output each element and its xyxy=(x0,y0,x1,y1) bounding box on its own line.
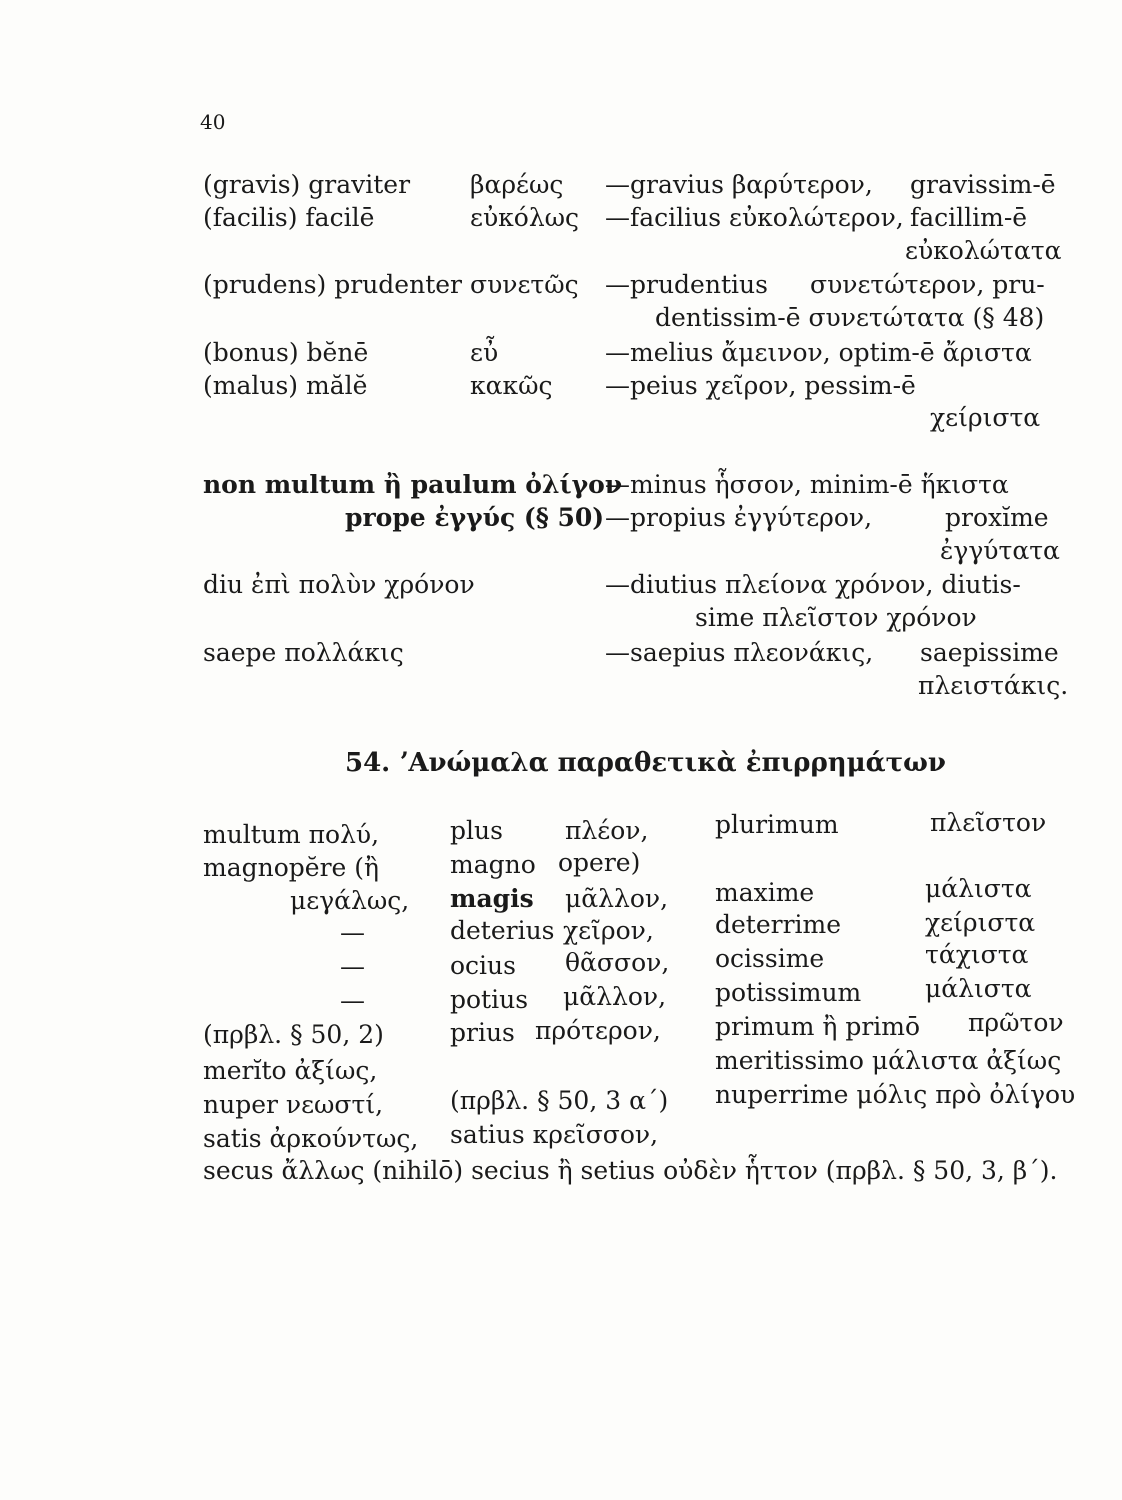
row-2-col-1: (facilis) facilē xyxy=(203,203,375,232)
bottom-row-7-col-2: prius xyxy=(450,1018,515,1047)
mid-row-6-col-2: —saepius πλεονάκις, xyxy=(605,638,874,667)
bottom-row-6-col-3: μᾶλλον, xyxy=(563,982,667,1011)
bottom-row-1-col-2: plus xyxy=(450,816,503,845)
bottom-row-3-col-1: μεγάλως, xyxy=(290,886,410,915)
bottom-row-4-col-2: deterius xyxy=(450,916,555,945)
mid-row-3-col-3: ἐγγύτατα xyxy=(940,536,1060,565)
row-2-col-2: εὐκόλως xyxy=(470,203,580,232)
page-number: 40 xyxy=(200,110,226,134)
bottom-row-7-col-1: (πρβλ. § 50, 2) xyxy=(203,1020,384,1049)
bottom-row-4-col-1: — xyxy=(340,918,365,947)
bottom-row-8-col-1: merĭto ἀξίως, xyxy=(203,1056,378,1085)
row-6-col-1: (bonus) bĕnē xyxy=(203,338,369,367)
bottom-row-6-col-2: potius xyxy=(450,985,529,1014)
mid-row-4-col-1: diu ἐπὶ πολὺν χρόνον xyxy=(203,570,475,599)
bottom-row-4-col-3: χεῖρον, xyxy=(563,916,654,945)
row-5-col-3: dentissim-ē συνετώτατα (§ 48) xyxy=(655,303,1045,332)
bottom-row-7-col-3: πρότερον, xyxy=(535,1016,661,1045)
row-4-col-3: —prudentius xyxy=(605,270,768,299)
bottom-row-5-col-4: ocissime xyxy=(715,944,825,973)
bottom-row-2-col-1: magnopĕre (ἢ xyxy=(203,853,379,882)
bottom-row-5-col-1: — xyxy=(340,952,365,981)
bottom-row-3-col-4: maxime xyxy=(715,878,815,907)
bottom-row-7-col-4: primum ἢ primō xyxy=(715,1012,921,1041)
row-7-col-1: (malus) mălĕ xyxy=(203,371,368,400)
bottom-row-3-col-2: magis xyxy=(450,884,534,913)
mid-row-2-col-1: prope ἐγγύς (§ 50) xyxy=(345,503,605,532)
mid-row-1-col-1: non multum ἢ paulum ὀλίγον xyxy=(203,470,623,499)
mid-row-5-col-2: sime πλεῖστον χρόνον xyxy=(695,603,977,632)
bottom-row-9-col-2: (πρβλ. § 50, 3 α΄) xyxy=(450,1086,669,1115)
bottom-row-8-col-4: meritissimo μάλιστα ἀξίως xyxy=(715,1046,1062,1075)
mid-row-7-col-3: πλειστάκις. xyxy=(918,671,1069,700)
bottom-row-4-col-4: deterrime xyxy=(715,910,842,939)
section-heading: 54. ʼΑνώμαλα παραθετικὰ ἐπιρρημάτων xyxy=(345,748,946,778)
bottom-row-3-col-5: μάλιστα xyxy=(925,874,1032,903)
mid-row-4-col-2: —diutius πλείονα χρόνον, diutis- xyxy=(605,570,1021,599)
row-4-col-1: (prudens) prudenter xyxy=(203,270,462,299)
mid-row-6-col-3: saepissime xyxy=(920,638,1059,667)
row-2-col-3: —facilius εὐκολώτερον, xyxy=(605,203,904,232)
bottom-row-2-col-3: opere) xyxy=(558,848,641,877)
bottom-row-11: secus ἄλλως (nihilō) secius ἢ setius οὐδὲν ἧττον (πρβλ. § 50, 3, β΄). xyxy=(203,1156,1058,1185)
bottom-row-6-col-5: μάλιστα xyxy=(925,974,1032,1003)
bottom-row-1-col-5: πλεῖστον xyxy=(930,808,1047,837)
bottom-row-10-col-1: satis ἀρκούντως, xyxy=(203,1124,419,1153)
row-8-col-4: χείριστα xyxy=(930,403,1041,432)
bottom-row-6-col-1: — xyxy=(340,986,365,1015)
bottom-row-1-col-1: multum πολύ, xyxy=(203,820,380,849)
mid-row-1-col-2: —minus ἧσσον, minim-ē ἥκιστα xyxy=(605,470,1009,499)
bottom-row-6-col-4: potissimum xyxy=(715,978,862,1007)
bottom-row-7-col-5: πρῶτον xyxy=(968,1008,1064,1037)
row-1-col-4: gravissim-ē xyxy=(910,170,1056,199)
bottom-row-5-col-3: θᾶσσον, xyxy=(565,948,670,977)
row-6-col-2: εὖ xyxy=(470,338,499,367)
bottom-row-10-col-2: satius κρεῖσσον, xyxy=(450,1120,659,1149)
mid-row-2-col-2: —propius ἐγγύτερον, xyxy=(605,503,873,532)
bottom-row-1-col-4: plurimum xyxy=(715,810,839,839)
bottom-row-1-col-3: πλέον, xyxy=(565,816,649,845)
mid-row-6-col-1: saepe πολλάκις xyxy=(203,638,404,667)
row-1-col-3: —gravius βαρύτερον, xyxy=(605,170,873,199)
row-4-col-2: συνετῶς xyxy=(470,270,579,299)
bottom-row-5-col-2: ocius xyxy=(450,951,516,980)
row-2-col-4: facillim-ē xyxy=(910,203,1028,232)
bottom-row-9-col-1: nuper νεωστί, xyxy=(203,1090,384,1119)
row-4-col-4: συνετώτερον, pru- xyxy=(810,270,1045,299)
bottom-row-2-col-2: magno xyxy=(450,850,536,879)
row-7-col-2: κακῶς xyxy=(470,371,553,400)
row-1-col-1: (gravis) graviter xyxy=(203,170,411,199)
row-1-col-2: βαρέως xyxy=(470,170,564,199)
row-3-col-4: εὐκολώτατα xyxy=(905,236,1062,265)
bottom-row-3-col-3: μᾶλλον, xyxy=(565,884,669,913)
row-6-col-3: —melius ἄμεινον, optim-ē ἄριστα xyxy=(605,338,1032,367)
bottom-row-9-col-4: nuperrime μόλις πρὸ ὀλίγου xyxy=(715,1080,1076,1109)
row-7-col-3: —peius χεῖρον, pessim-ē xyxy=(605,371,916,400)
bottom-row-4-col-5: χείριστα xyxy=(925,908,1036,937)
bottom-row-5-col-5: τάχιστα xyxy=(925,940,1029,969)
mid-row-2-col-3: proxĭme xyxy=(945,503,1049,532)
